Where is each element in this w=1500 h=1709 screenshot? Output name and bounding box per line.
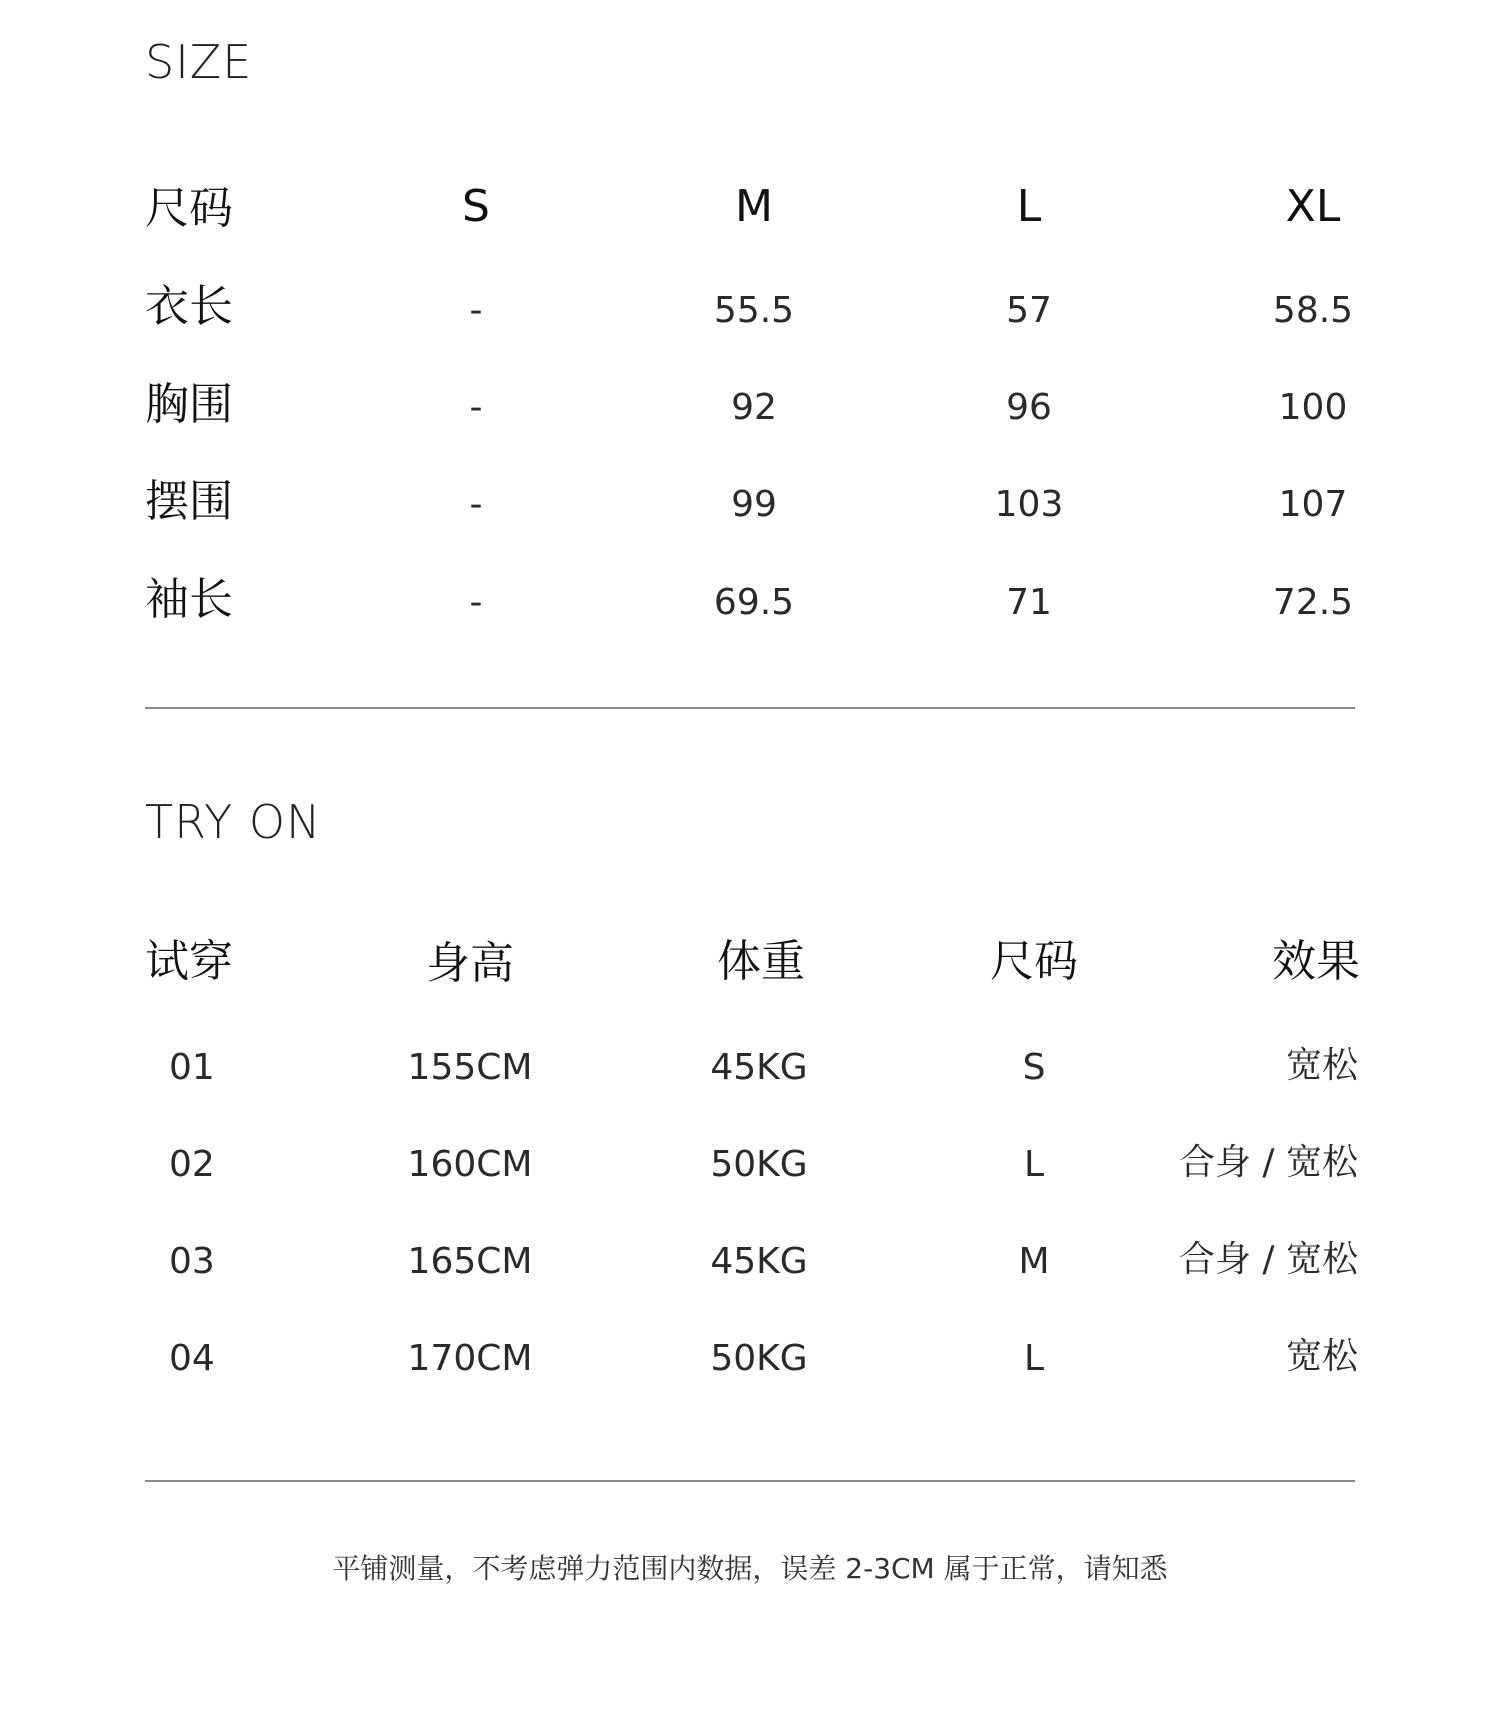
tryon-cell-size: S (1022, 1047, 1046, 1088)
tryon-cell-weight: 45KG (710, 1241, 808, 1282)
tryon-cell-id: 03 (169, 1241, 215, 1282)
tryon-header-height: 身高 (426, 938, 514, 989)
tryon-cell-size: L (1023, 1144, 1045, 1185)
tryon-cell-height: 165CM (407, 1241, 533, 1282)
size-cell: 71 (1006, 582, 1052, 623)
size-header-m: M (735, 181, 773, 232)
size-cell: 107 (1278, 484, 1348, 525)
size-cell: 103 (994, 484, 1064, 525)
size-cell: 92 (731, 387, 777, 428)
size-row-label: 袖长 (145, 574, 233, 625)
tryon-cell-fit: 宽松 (1285, 1045, 1358, 1086)
size-cell: - (469, 582, 483, 623)
size-row-label: 摆围 (145, 476, 233, 527)
section-divider (145, 707, 1355, 709)
size-cell: 99 (731, 484, 777, 525)
tryon-section-title: TRY ON (145, 795, 322, 849)
size-header-label: 尺码 (145, 183, 233, 234)
size-cell: - (469, 484, 483, 525)
tryon-cell-size: M (1018, 1241, 1050, 1282)
tryon-cell-fit: 合身 / 宽松 (1178, 1142, 1358, 1183)
size-header-s: S (462, 181, 490, 232)
tryon-cell-fit: 宽松 (1285, 1336, 1358, 1377)
size-cell: 96 (1006, 387, 1052, 428)
tryon-cell-id: 02 (169, 1144, 215, 1185)
tryon-cell-weight: 50KG (710, 1338, 808, 1379)
size-row-label: 胸围 (145, 379, 233, 430)
tryon-cell-fit: 合身 / 宽松 (1178, 1239, 1358, 1280)
size-cell: 57 (1006, 290, 1052, 331)
measurement-note: 平铺测量，不考虑弹力范围内数据，误差 2-3CM 属于正常，请知悉 (332, 1552, 1168, 1585)
size-cell: 100 (1278, 387, 1348, 428)
tryon-cell-size: L (1023, 1338, 1045, 1379)
section-divider (145, 1480, 1355, 1482)
size-header-xl: XL (1285, 181, 1341, 232)
size-cell: 55.5 (713, 290, 795, 331)
tryon-header-size: 尺码 (990, 936, 1078, 987)
size-cell: - (469, 290, 483, 331)
tryon-header-id: 试穿 (145, 936, 233, 987)
size-cell: - (469, 387, 483, 428)
tryon-cell-height: 155CM (407, 1047, 533, 1088)
size-cell: 69.5 (713, 582, 795, 623)
size-section-title: SIZE (145, 35, 253, 89)
tryon-cell-weight: 45KG (710, 1047, 808, 1088)
tryon-cell-height: 170CM (407, 1338, 533, 1379)
tryon-cell-id: 04 (169, 1338, 215, 1379)
size-cell: 58.5 (1272, 290, 1354, 331)
tryon-header-fit: 效果 (1272, 936, 1360, 987)
size-cell: 72.5 (1272, 582, 1354, 623)
tryon-cell-id: 01 (169, 1047, 215, 1088)
size-header-l: L (1016, 181, 1042, 232)
tryon-cell-height: 160CM (407, 1144, 533, 1185)
tryon-header-weight: 体重 (717, 936, 805, 987)
size-row-label: 衣长 (145, 281, 233, 332)
tryon-cell-weight: 50KG (710, 1144, 808, 1185)
